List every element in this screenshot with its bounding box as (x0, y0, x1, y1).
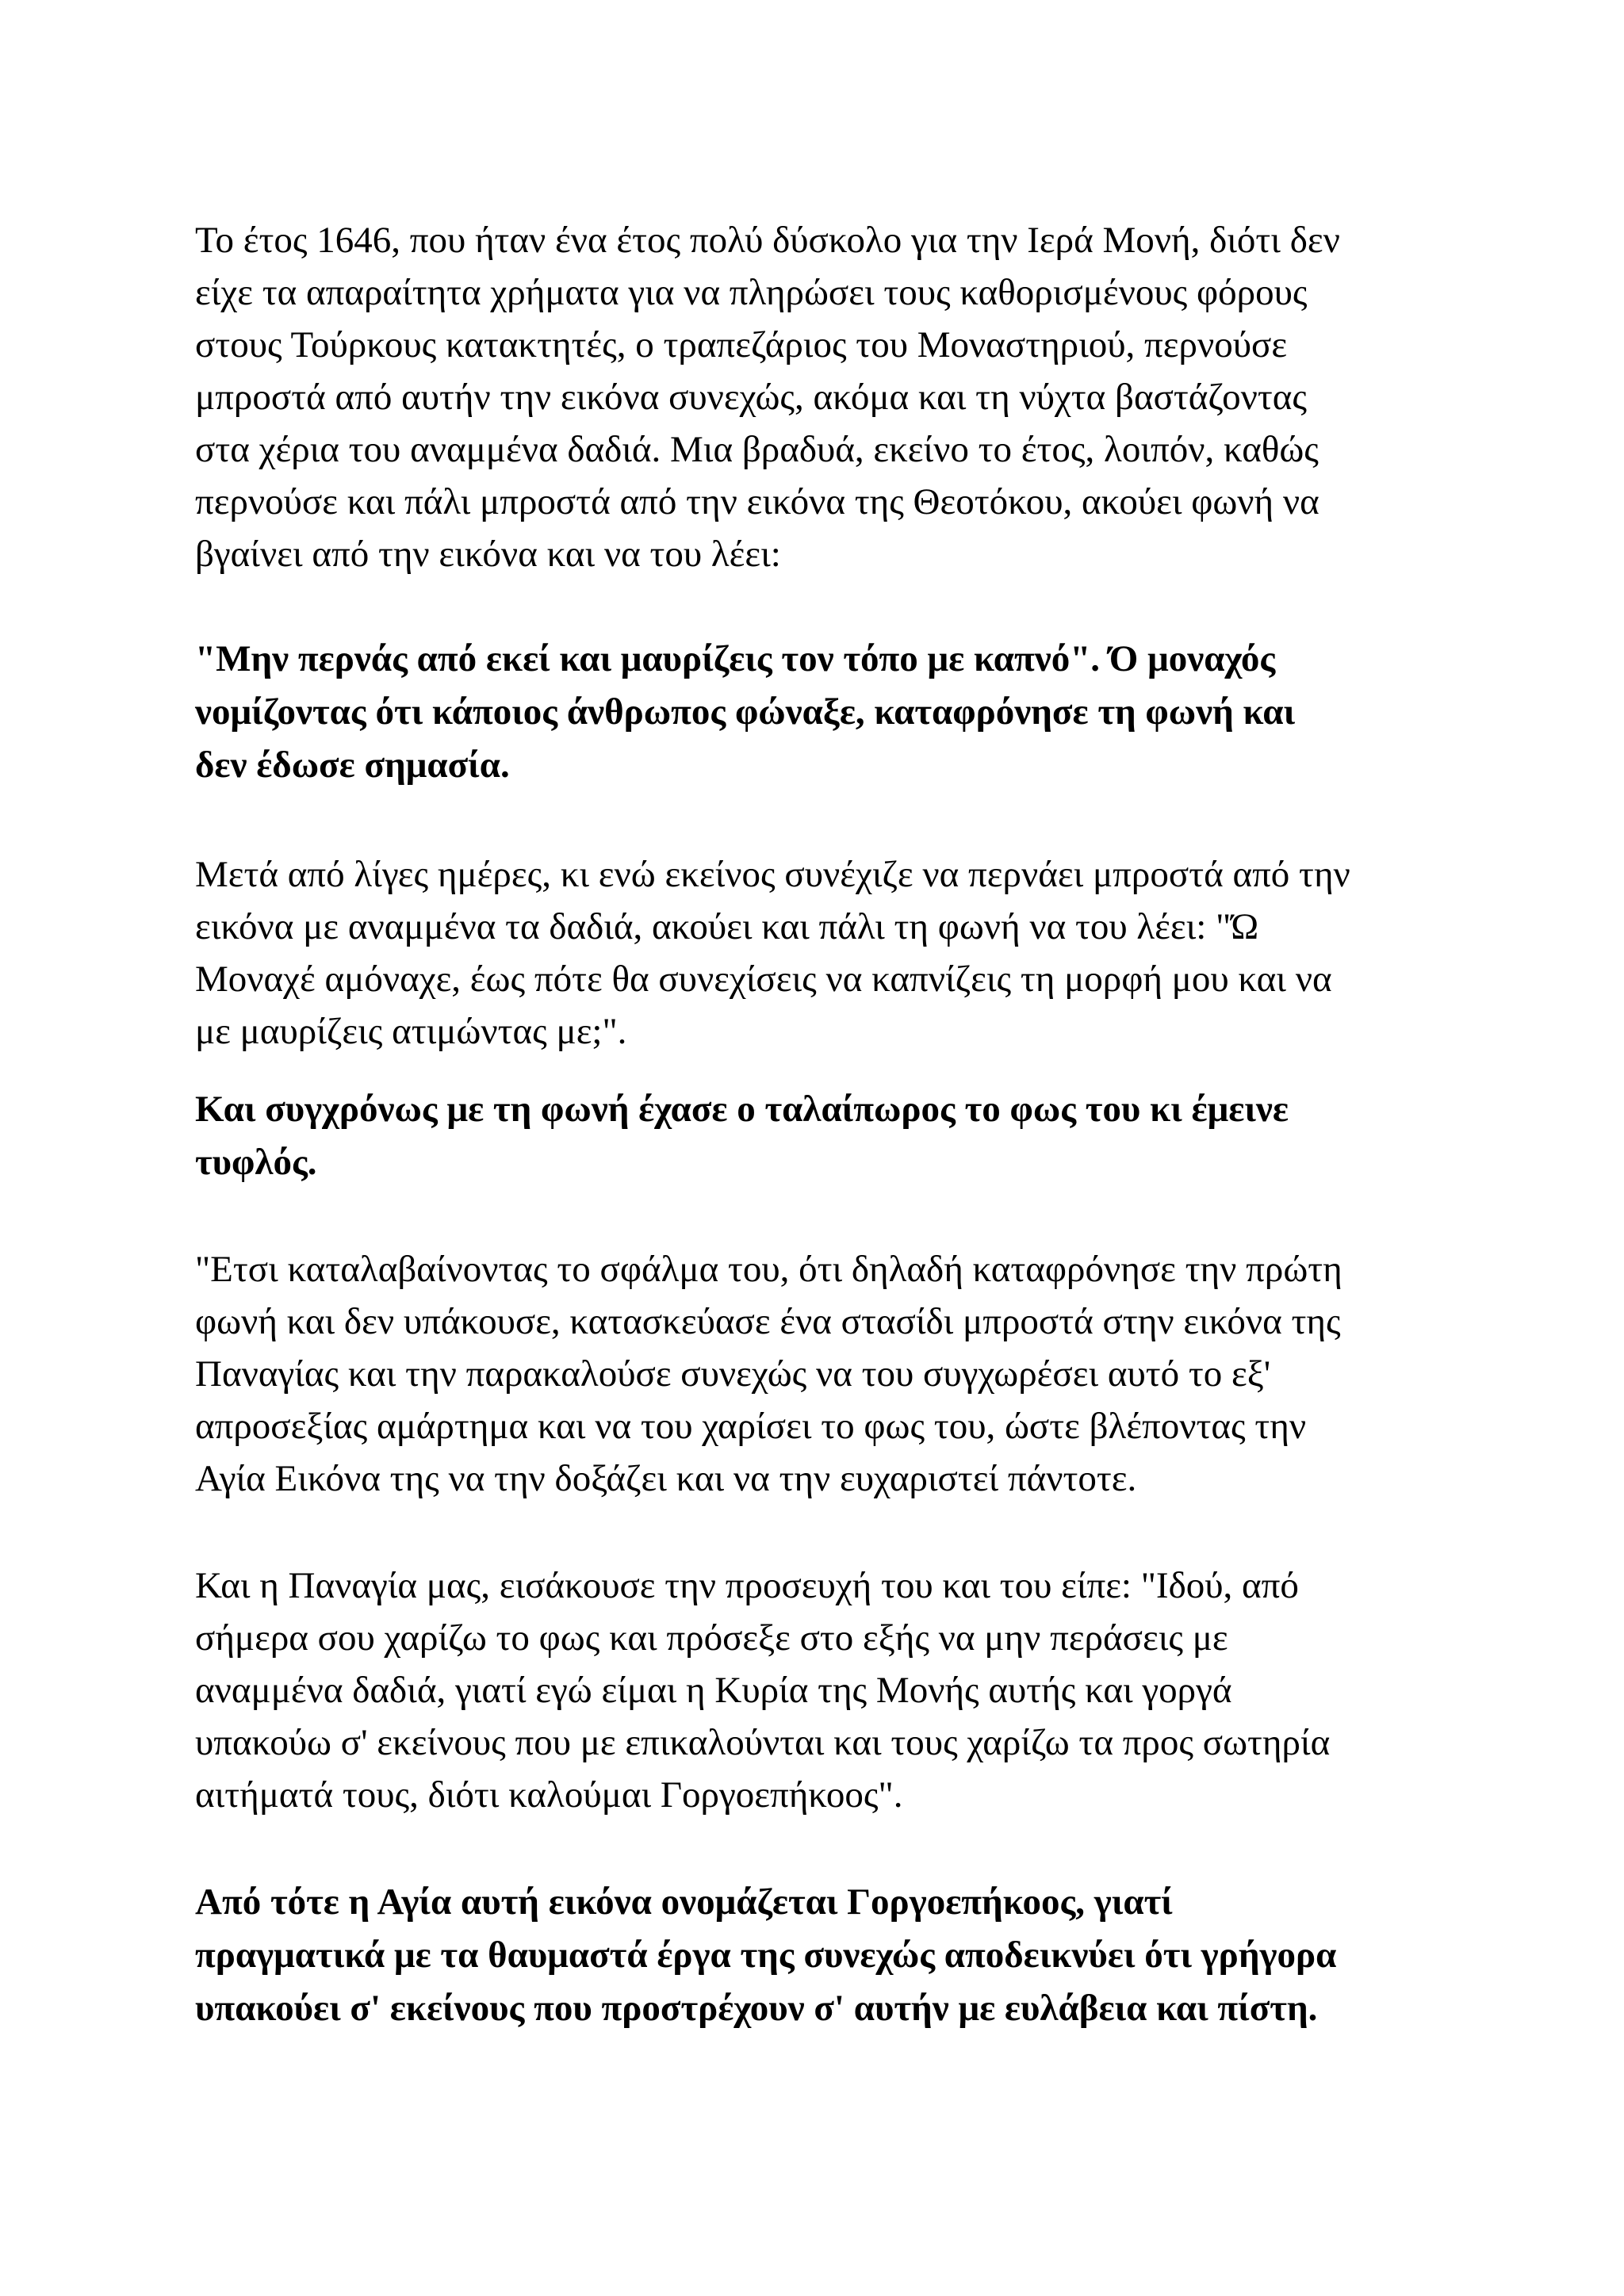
text-line: φωνή και δεν υπάκουσε, κατασκεύασε ένα στασίδι μπροστά στην εικόνα της (195, 1301, 1341, 1342)
text-line: Αγία Εικόνα της να την δοξάζει και να την ευχαριστεί πάντοτε. (195, 1458, 1137, 1499)
text-line: Και συγχρόνως με τη φωνή έχασε ο ταλαίπωρος το φως του κι έμεινε (195, 1089, 1289, 1130)
paragraph-6 (195, 1559, 1464, 1821)
text-line: περνούσε και πάλι μπροστά από την εικόνα της Θεοτόκου, ακούει φωνή να (195, 481, 1320, 522)
text-line: Παναγίας και την παρακαλούσε συνεχώς να του συγχωρέσει αυτό το εξ' (195, 1353, 1271, 1395)
text-line: είχε τα απαραίτητα χρήματα για να πληρώσει τους καθορισμένους φόρους (195, 272, 1308, 313)
text-line: τυφλός. (195, 1142, 317, 1183)
text-line: απροσεξίας αμάρτημα και να του χαρίσει το φως του, ώστε βλέποντας την (195, 1406, 1307, 1447)
text-line: Από τότε η Αγία αυτή εικόνα ονομάζεται Γοργοεπήκοος, γιατί (195, 1881, 1173, 1923)
text-line: Μοναχέ αμόναχε, έως πότε θα συνεχίσεις να καπνίζεις τη μορφή μου και να (195, 959, 1332, 1000)
text-line: Και η Παναγία μας, εισάκουσε την προσευχή του και του είπε: "Ιδού, από (195, 1565, 1299, 1606)
text-line: "Μην περνάς από εκεί και μαυρίζεις τον τόπο με καπνό". Ό μοναχός (195, 638, 1276, 679)
paragraph-5 (195, 1243, 1464, 1505)
text-line: αναμμένα δαδιά, γιατί εγώ είμαι η Κυρία της Μονής αυτής και γοργά (195, 1670, 1232, 1711)
text-line: μπροστά από αυτήν την εικόνα συνεχώς, ακόμα και τη νύχτα βαστάζοντας (195, 377, 1308, 418)
text-line: "Ετσι καταλαβαίνοντας το σφάλμα του, ότι δηλαδή καταφρόνησε την πρώτη (195, 1249, 1342, 1290)
text-line: βγαίνει από την εικόνα και να του λέει: (195, 534, 781, 575)
text-line: με μαυρίζεις ατιμώντας με;". (195, 1011, 627, 1052)
text-line: στα χέρια του αναμμένα δαδιά. Μια βραδυά, εκείνο το έτος, λοιπόν, καθώς (195, 429, 1319, 470)
paragraph-7-bold (195, 1876, 1464, 2035)
text-line: σήμερα σου χαρίζω το φως και πρόσεξε στο εξής να μην περάσεις με (195, 1617, 1228, 1659)
paragraph-2-bold (195, 633, 1464, 792)
text-line: υπακούω σ' εκείνους που με επικαλούνται και τους χαρίζω τα προς σωτηρία (195, 1722, 1331, 1763)
paragraph-4-bold (195, 1083, 1464, 1189)
text-line: πραγματικά με τα θαυμαστά έργα της συνεχώς αποδεικνύει ότι γρήγορα (195, 1934, 1337, 1976)
text-line: νομίζοντας ότι κάποιος άνθρωπος φώναξε, καταφρόνησε τη φωνή και (195, 691, 1296, 733)
text-line: Το έτος 1646, που ήταν ένα έτος πολύ δύσκολο για την Ιερά Μονή, διότι δεν (195, 220, 1340, 261)
text-line: υπακούει σ' εκείνους που προστρέχουν σ' αυτήν με ευλάβεια και πίστη. (195, 1988, 1318, 2029)
text-line: αιτήματά τους, διότι καλούμαι Γοργοεπήκοος". (195, 1774, 903, 1816)
text-line: Μετά από λίγες ημέρες, κι ενώ εκείνος συνέχιζε να περνάει μπροστά από την (195, 854, 1350, 895)
paragraph-1 (195, 214, 1464, 580)
text-line: δεν έδωσε σημασία. (195, 744, 510, 786)
paragraph-3 (195, 848, 1464, 1058)
text-line: στους Τούρκους κατακτητές, ο τραπεζάριος του Μοναστηριού, περνούσε (195, 324, 1288, 365)
document-body (195, 214, 1464, 2035)
text-line: εικόνα με αναμμένα τα δαδιά, ακούει και πάλι τη φωνή να του λέει: "Ώ (195, 906, 1259, 947)
